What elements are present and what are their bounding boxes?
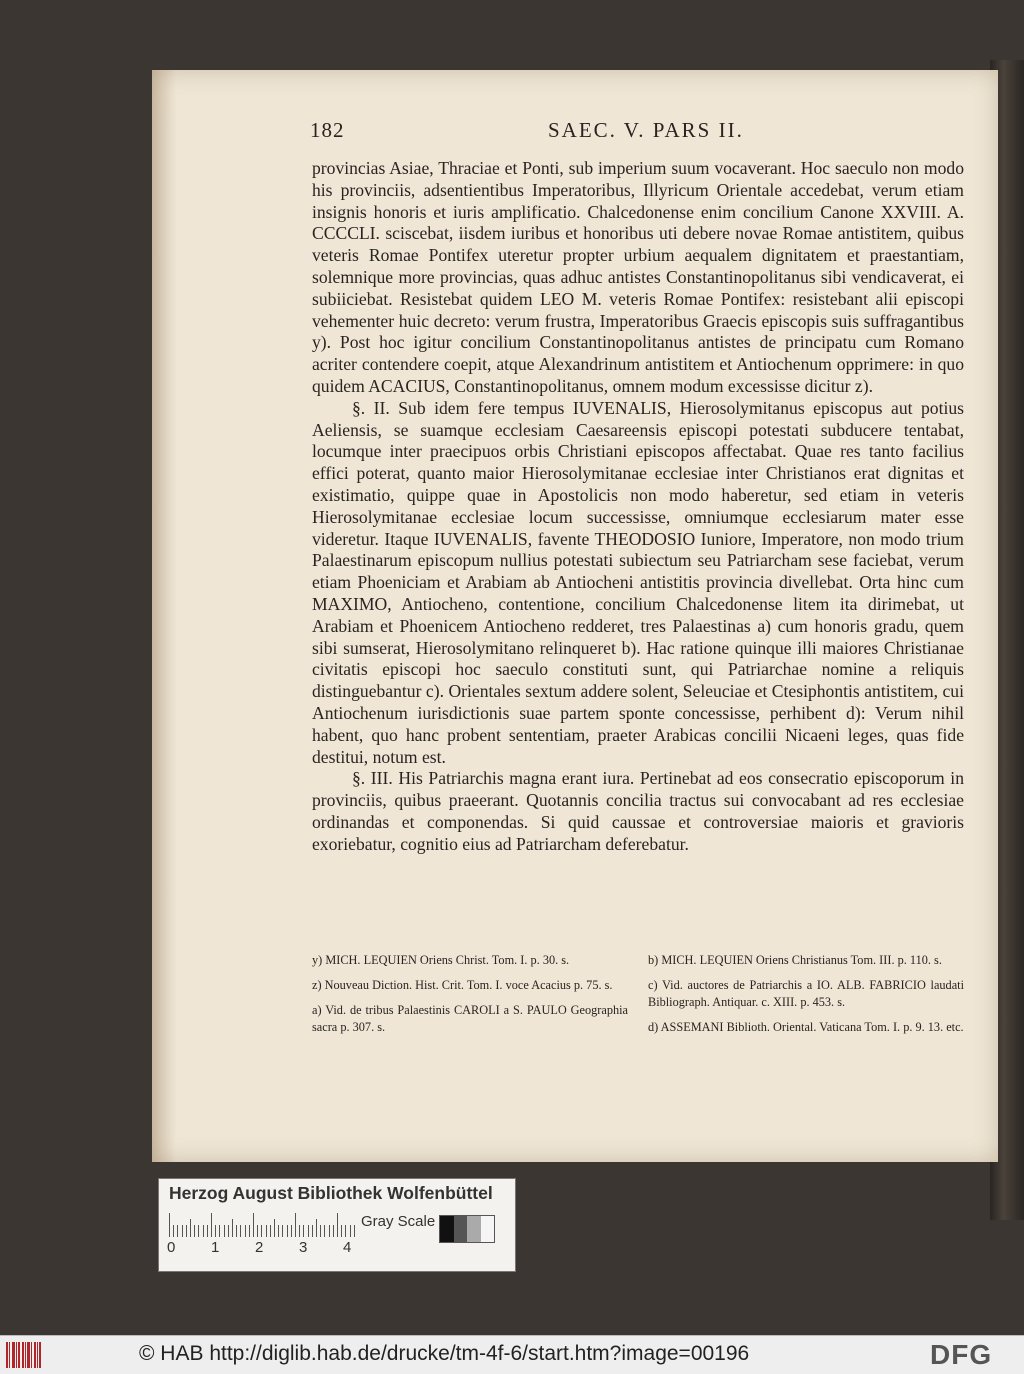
barcode-bar (16, 1342, 17, 1368)
paragraph-3: §. III. His Patriarchis magna erant iura. Pertinebat ad eos consecratio episcoporum in provinciis, quibus praeerant. Quotannis concilia tractus sui convocabant ad res ecclesiae ordinandas et componendas. Si quid caussae et controversiae maioris et gravioris exoriebatur, cognitio eius ad Patriarcham deferebatur. (312, 768, 964, 854)
ruler-tick (257, 1225, 258, 1237)
footnotes (312, 952, 964, 1044)
footnote-b: b) MICH. LEQUIEN Oriens Christianus Tom. III. p. 110. s. (648, 953, 942, 967)
ruler-tick (245, 1225, 246, 1237)
ruler-number: 3 (299, 1239, 308, 1256)
copyright-link[interactable]: © HAB http://diglib.hab.de/drucke/tm-4f-6/start.htm?image=00196 (139, 1342, 750, 1365)
ruler-tick (350, 1225, 351, 1237)
ruler-number: 1 (211, 1239, 220, 1256)
ruler-tick (198, 1225, 199, 1237)
ruler-tick (324, 1225, 325, 1237)
measurement-ruler (169, 1211, 355, 1237)
barcode-bar (9, 1342, 10, 1368)
ruler-tick (261, 1225, 262, 1237)
barcode-bar (31, 1342, 32, 1368)
ruler-tick (312, 1225, 313, 1237)
archive-label (158, 1178, 516, 1272)
barcode-bar (27, 1342, 30, 1368)
ruler-tick (287, 1225, 288, 1237)
footnote-c: c) Vid. auctores de Patriarchis a IO. ALB. FABRICIO laudati Bibliograph. Antiquar. c. XIII. p. 453. s. (648, 978, 964, 1009)
footnote-z: z) Nouveau Diction. Hist. Crit. Tom. I. voce Acacius p. 75. s. (312, 978, 613, 992)
ruler-tick (228, 1225, 229, 1237)
ruler-tick (219, 1225, 220, 1237)
ruler-tick (299, 1225, 300, 1237)
gray-patch (481, 1216, 495, 1242)
paragraph-1: provincias Asiae, Thraciae et Ponti, sub imperium suum vocaverant. Hoc saeculo non modo his provinciis, adsentientibus Imperatoribus, Illyricum Orientale accedebat, verum etiam insignis honoris et iuris amplificatio. Chalcedonense enim concilium Canone XXVIII. A. CCCCLI. sciscebat, iisdem iuribus et honoribus uti debere novae Romae antistitem, quibus veteris Romae Pontifex uteretur propter urbium aequalem dignitatem et praestantiam, solemnique more provincias, quas adhuc antistes Constantinopolitanus sibi vendicaverat, ei subiiciebat. Resistebat quidem LEO M. veteris Romae Pontifex: resistebant alii episcopi vehementer huic decreto: verum frustra, Imperatoribus Graecis episcopis suis suffragantibus y). Post hoc igitur concilium Constantinopolitanus antistes de principatu cum Romano acriter contendere coepit, atque Alexandrinum antistitem et Antiochenum opprimere: in quo quidem ACACIUS, Constantinopolitanus, omnem modum excessisse dicitur z). (312, 158, 964, 396)
ruler-tick (249, 1225, 250, 1237)
ruler-tick (337, 1213, 338, 1237)
ruler-tick (207, 1225, 208, 1237)
gray-patch (440, 1216, 454, 1242)
ruler-tick (177, 1225, 178, 1237)
gray-scale-label: Gray Scale (361, 1213, 436, 1230)
barcode-bar (37, 1342, 38, 1368)
footnotes-left-column (312, 952, 628, 1044)
ruler-tick (274, 1219, 275, 1237)
barcode-bar (34, 1342, 36, 1368)
ruler-tick (295, 1213, 296, 1237)
ruler-number: 0 (167, 1239, 176, 1256)
barcode-icon (6, 1342, 42, 1368)
body-text (312, 158, 964, 856)
barcode-bar (25, 1342, 26, 1368)
barcode-bar (6, 1342, 8, 1368)
ruler-tick (215, 1225, 216, 1237)
ruler-tick (341, 1225, 342, 1237)
ruler-tick (173, 1225, 174, 1237)
ruler-tick (282, 1225, 283, 1237)
ruler-tick (308, 1225, 309, 1237)
ruler-tick (333, 1225, 334, 1237)
ruler-tick (211, 1213, 212, 1237)
ruler-tick (224, 1225, 225, 1237)
ruler-tick (320, 1225, 321, 1237)
page-shadow (152, 70, 176, 1162)
page-number: 182 (310, 118, 345, 142)
ruler-tick (270, 1225, 271, 1237)
footnote-y: y) MICH. LEQUIEN Oriens Christ. Tom. I. p. 30. s. (312, 953, 570, 967)
ruler-tick (190, 1219, 191, 1237)
ruler-number: 2 (255, 1239, 264, 1256)
barcode-bar (18, 1342, 20, 1368)
footnote-d: d) ASSEMANI Biblioth. Oriental. Vaticana Tom. I. p. 9. 13. etc. (648, 1020, 964, 1034)
dfg-logo: DFG (930, 1339, 993, 1370)
footnotes-right-column (648, 952, 964, 1044)
barcode-bar (12, 1342, 15, 1368)
barcode-bar (22, 1342, 24, 1368)
running-head: SAEC. V. PARS II. (548, 118, 744, 142)
library-name: Herzog August Bibliothek Wolfenbüttel (169, 1183, 493, 1203)
ruler-tick (303, 1225, 304, 1237)
ruler-tick (291, 1225, 292, 1237)
ruler-tick (240, 1225, 241, 1237)
ruler-tick (194, 1225, 195, 1237)
ruler-tick (236, 1225, 237, 1237)
barcode-bar (39, 1342, 41, 1368)
gray-scale-chart (439, 1215, 495, 1243)
ruler-tick (266, 1225, 267, 1237)
gray-patch (454, 1216, 468, 1242)
ruler-number: 4 (343, 1239, 352, 1256)
ruler-tick (278, 1225, 279, 1237)
ruler-tick (203, 1225, 204, 1237)
ruler-tick (345, 1225, 346, 1237)
gray-patch (467, 1216, 481, 1242)
footnote-a: a) Vid. de tribus Palaestinis CAROLI a S. PAULO Geographia sacra p. 307. s. (312, 1003, 628, 1034)
ruler-tick (186, 1225, 187, 1237)
ruler-tick (316, 1219, 317, 1237)
ruler-tick (354, 1225, 355, 1237)
ruler-tick (232, 1219, 233, 1237)
paragraph-2: §. II. Sub idem fere tempus IUVENALIS, Hierosolymitanus episcopus aut potius Aeliensis, se suamque ecclesiam Caesareensis episcopi potestati subducere tentabat, locumque inter praecipuos orbis Christiani episcopos affectabat. Quae res tanto facilius effici poterat, quanto maior Hierosolymitanae ecclesiae inter Christianos erat dignitas et existimatio, quippe quae in Apostolicis non modo haberetur, sed etiam in veteris Hierosolymitanae ecclesiae locum successisse, omniumque ecclesiarum mater esse videretur. Itaque IUVENALIS, favente THEODOSIO Iuniore, Imperatore, non modo trium Palaestinarum episcopum nullius potestati subiectum seu Patriarcham sese faciebat, verum etiam Phoeniciam et Arabiam ab Antiocheni antistitis provincia divellebat. Orta hinc cum MAXIMO, Antiocheno, contentione, concilium Chalcedonense litem ita dirimebat, ut Arabiam et Phoenicem Antiocheno redderet, tres Palaestinas a) cum honoris gradu, quem sibi sumserat, Hierosolymitano relinqueret b). Hac ratione quinque illi maiores Christianae civitatis episcopi hoc saeculo constituti sunt, qui Patriarchae nomine a reliquis distinguebantur c). Orientales sextum addere solent, Seleuciae et Ctesiphontis antistitem, cui Antiochenum iurisdictionis suae partem sponte concessisse, perhibent d): Verum nihil habent, quo hanc probent sententiam, praeter Arabicas concilii Nicaeni leges, quas fide destitui, notum est. (312, 397, 964, 767)
ruler-tick (253, 1213, 254, 1237)
ruler-tick (329, 1225, 330, 1237)
ruler-tick (169, 1213, 170, 1237)
viewer-footer (0, 1335, 1024, 1374)
ruler-tick (182, 1225, 183, 1237)
